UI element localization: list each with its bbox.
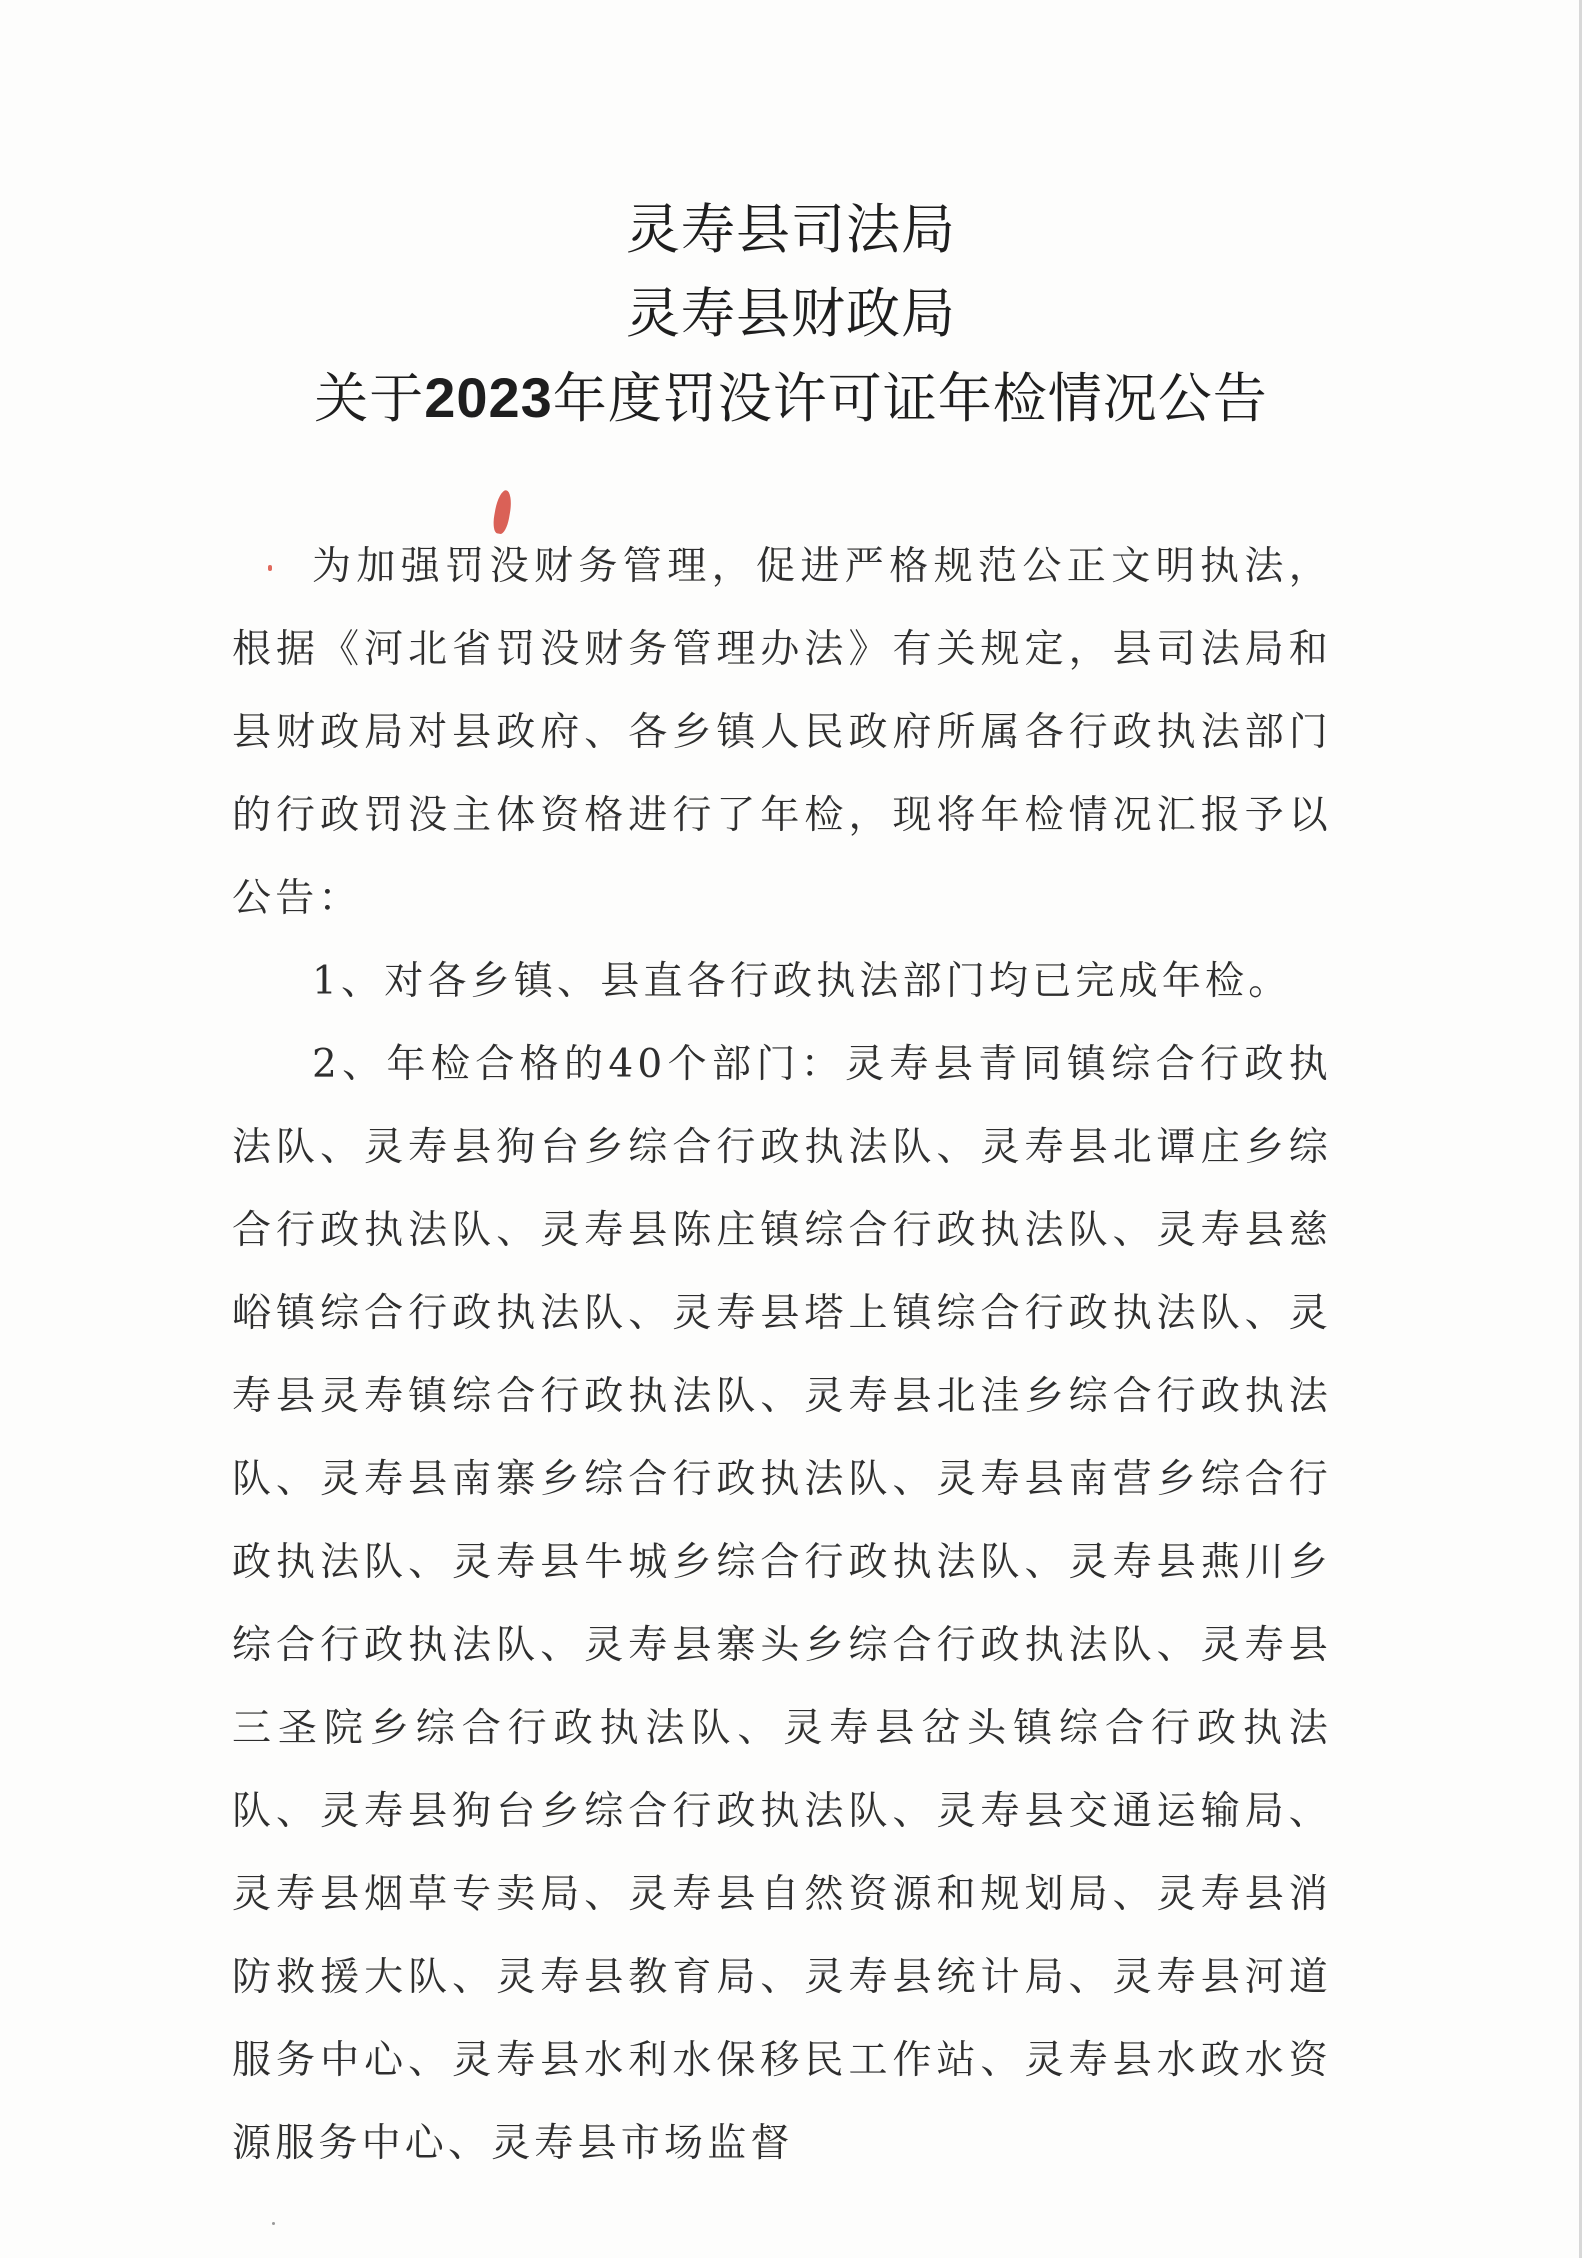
- intro-paragraph: 为加强罚没财务管理，促进严格规范公正文明执法，根据《河北省罚没财务管理办法》有关规定，县司法局和县财政局对县政府、各乡镇人民政府所属各行政执法部门的行政罚没主体资格进行了年检，现将年检情况汇报予以公告：: [232, 544, 1332, 921]
- scan-speck: [272, 2222, 275, 2225]
- announcement-subject: [0, 356, 1582, 441]
- announcement-body: [232, 525, 1332, 2185]
- announcement-title: [0, 188, 1582, 441]
- item-2-paragraph: 2、年检合格的40个部门：灵寿县青同镇综合行政执法队、灵寿县狗台乡综合行政执法队、灵寿县北谭庄乡综合行政执法队、灵寿县陈庄镇综合行政执法队、灵寿县慈峪镇综合行政执法队、灵寿县塔上镇综合行政执法队、灵寿县灵寿镇综合行政执法队、灵寿县北洼乡综合行政执法队、灵寿县南寨乡综合行政执法队、灵寿县南营乡综合行政执法队、灵寿县牛城乡综合行政执法队、灵寿县燕川乡综合行政执法队、灵寿县寨头乡综合行政执法队、灵寿县三圣院乡综合行政执法队、灵寿县岔头镇综合行政执法队、灵寿县狗台乡综合行政执法队、灵寿县交通运输局、灵寿县烟草专卖局、灵寿县自然资源和规划局、灵寿县消防救援大队、灵寿县教育局、灵寿县统计局、灵寿县河道服务中心、灵寿县水利水保移民工作站、灵寿县水政水资源服务中心、灵寿县市场监督: [232, 1042, 1332, 2166]
- subject-year: 2023: [424, 366, 553, 429]
- issuer-justice-bureau: 灵寿县司法局: [626, 198, 956, 261]
- subject-prefix: 关于: [314, 367, 425, 430]
- issuer-finance-bureau: 灵寿县财政局: [626, 282, 956, 345]
- item-1-paragraph: 1、对各乡镇、县直各行政执法部门均已完成年检。: [312, 959, 1292, 1004]
- subject-suffix: 年度罚没许可证年检情况公告: [552, 367, 1268, 430]
